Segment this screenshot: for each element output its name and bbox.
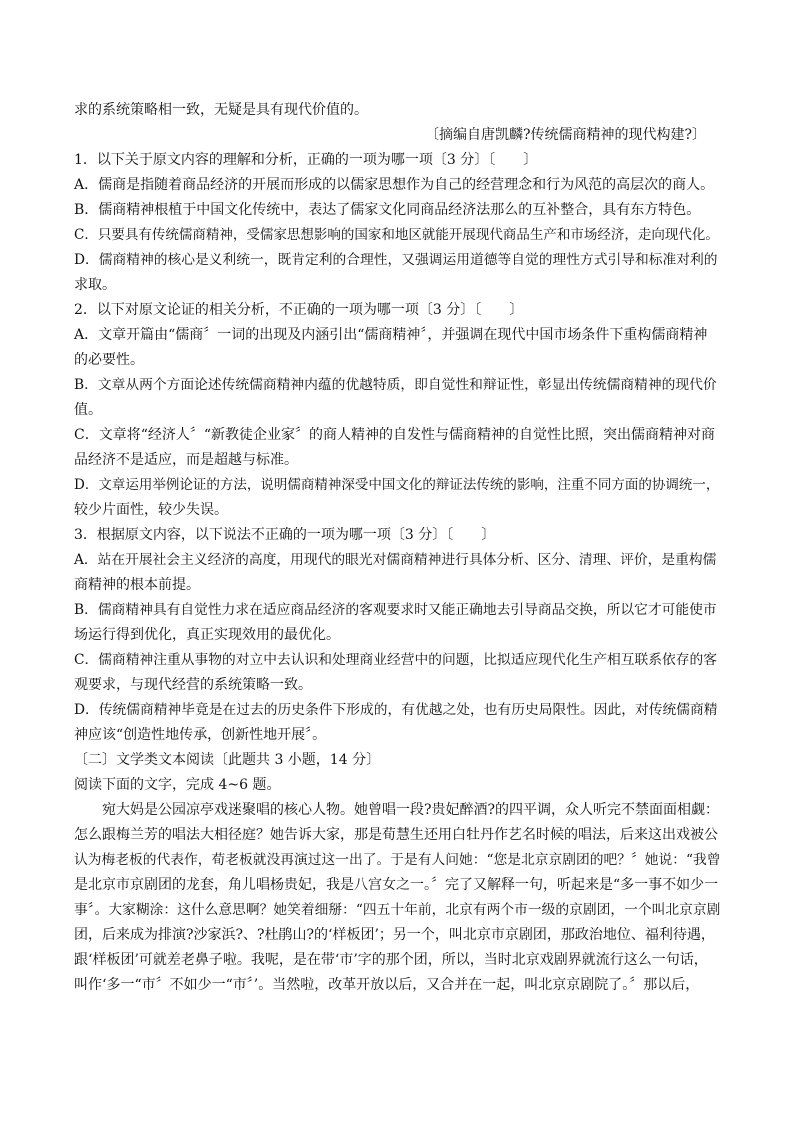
text-line: 品经济不是适应，而是超越与标准。 [74,452,298,468]
section-heading: 〔二〕文学类文本阅读〔此题共 3 小题，14 分〕 [74,752,381,768]
option-b: B．儒商精神根植于中国文化传统中，表达了儒家文化同商品经济法那么的互补整合，具有东方特色。 [74,202,701,218]
text-line: 场运行得到优化，真正实现效用的最优化。 [74,627,340,643]
text-line: 观要求，与现代经营的系统策略一致。 [74,677,312,693]
text-line: 值。 [74,402,102,418]
text-line: 求取。 [74,277,116,293]
question-3: 3．根据原文内容，以下说法不正确的一项为哪一项〔3 分〕〔 〕 [74,527,496,543]
text-line: 神应该“创造性地传承，创新性地开展〞。 [74,727,327,743]
option-d: D．文章运用举例论证的方法，说明儒商精神深受中国文化的辩证法传统的影响，注重不同方面的协调统一， [74,477,720,493]
text-line: 较少片面性，较少失误。 [74,502,228,518]
question-2: 2．以下对原文论证的相关分析，不正确的一项为哪一项〔3 分〕〔 〕 [74,302,524,318]
option-a: A．儒商是指随着商品经济的开展而形成的以儒家思想作为自己的经营理念和行为风范的高层次的商人。 [74,177,715,193]
option-b: B．儒商精神具有自觉性力求在适应商品经济的客观要求时又能正确地去引导商品交换，所以它才可能使市 [74,602,717,618]
source-citation: 〔摘编自唐凯麟?传统儒商精神的现代构建?〕 [424,127,706,143]
passage-line: 宛大妈是公园凉亭戏迷聚唱的核心人物。她曾唱一段?贵妃醉酒?的四平调，众人听完不禁面面相觑： [102,802,720,818]
passage-line: 团，后来成为排演?沙家浜?、?杜鹃山?的‘样板团’；另一个，叫北京市京剧团，那政治地位、福利待遇， [74,927,715,943]
option-a: A．文章开篇由“儒商〞一词的出现及内涵引出“儒商精神〞，并强调在现代中国市场条件下重构儒商精神 [74,327,708,343]
passage-line: 是北京市京剧团的龙套，角儿唱杨贵妃，我是八宫女之一。〞完了又解释一句，听起来是“多一事不如少一 [74,877,719,893]
text-line: 的必要性。 [74,352,144,368]
option-c: C．只要具有传统儒商精神，受儒家思想影响的国家和地区就能开展现代商品生产和市场经济，走向现代化。 [74,227,719,243]
option-c: C．文章将“经济人〞“新教徒企业家〞的商人精神的自发性与儒商精神的自觉性比照，突出儒商精神对商 [74,427,716,443]
passage-line: 叫作‘多一“市〞不如少一“市〞’。当然啦，改革开放以后，又合并在一起，叫北京京剧院了。〞那以后， [74,977,700,993]
passage-line: 认为梅老板的代表作，荀老板就没再演过这一出了。于是有人问她：“您是北京京剧团的吧？〞她说：“我曾 [74,852,721,868]
passage-line: 事〞。大家糊涂：这什么意思啊？她笑着细掰：“四五十年前，北京有两个市一级的京剧团，一个叫北京京剧 [74,902,721,918]
option-c: C．儒商精神注重从事物的对立中去认识和处理商业经营中的问题，比拟适应现代化生产相互联系依存的客 [74,652,718,668]
option-d: D．儒商精神的核心是义利统一，既肯定利的合理性，又强调运用道德等自觉的理性方式引导和标准对利的 [74,252,718,268]
option-a: A．站在开展社会主义经济的高度，用现代的眼光对儒商精神进行具体分析、区分、清理、评价，是重构儒 [74,552,717,568]
instruction: 阅读下面的文字，完成 4~6 题。 [74,777,281,793]
option-b: B．文章从两个方面论述传统儒商精神内蕴的优越特质，即自觉性和辩证性，彰显出传统儒商精神的现代价 [74,377,717,393]
passage-line: 怎么跟梅兰芳的唱法大相径庭？她告诉大家，那是荀慧生还用白牡丹作艺名时候的唱法，后来这出戏被公 [74,827,718,843]
text-line: 求的系统策略相一致，无疑是具有现代价值的。 [74,102,368,118]
passage-line: 跟‘样板团’可就差老鼻子啦。我呢，是在带‘市’字的那个团，所以，当时北京戏剧界就流行这么一句话， [74,952,708,968]
text-line: 商精神的根本前提。 [74,577,200,593]
question-1: 1．以下关于原文内容的理解和分析，正确的一项为哪一项〔3 分〕〔 〕 [74,152,538,168]
option-d: D．传统儒商精神毕竟是在过去的历史条件下形成的，有优越之处，也有历史局限性。因此，对传统儒商精 [74,702,718,718]
